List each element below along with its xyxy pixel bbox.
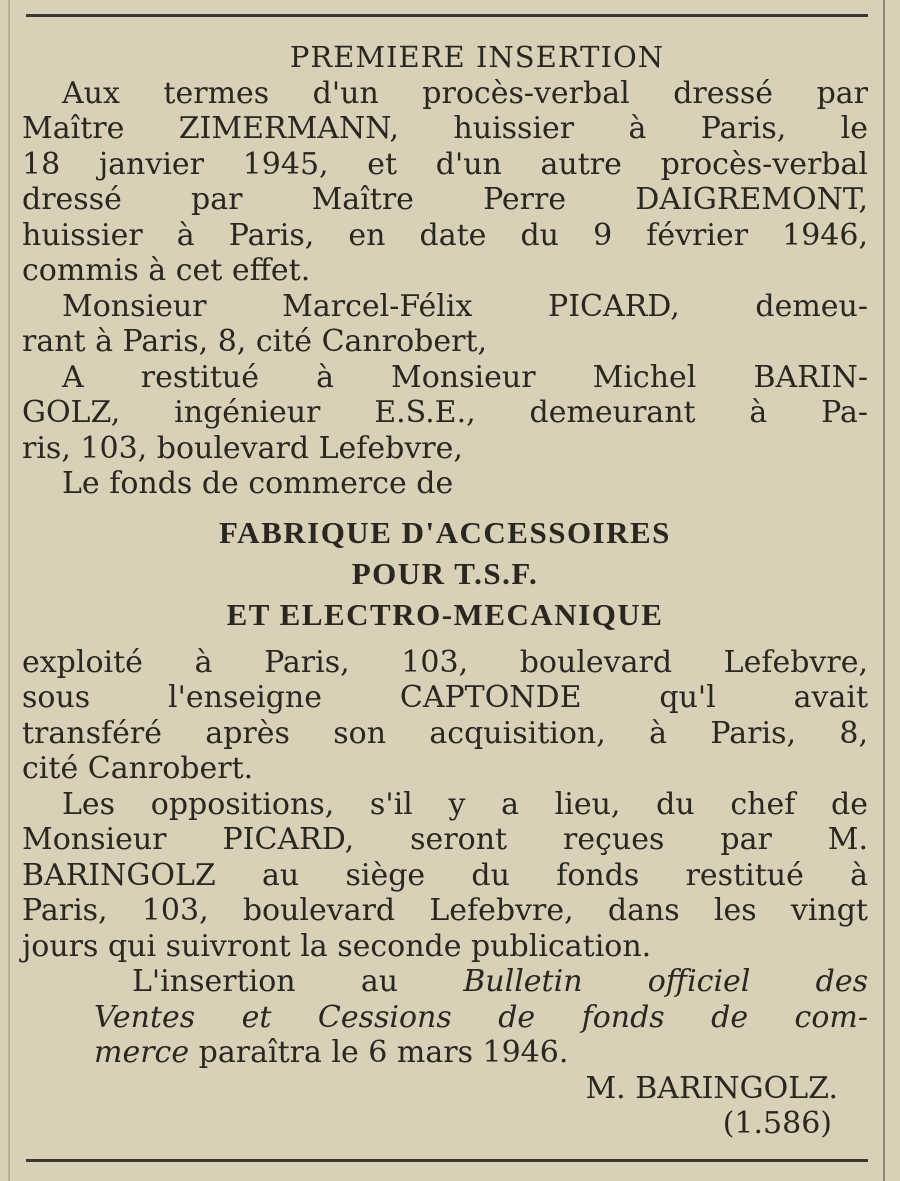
bulletin-title: Bulletin officiel des [463,964,868,999]
para6-line: BARINGOLZ au siège du fonds restitué à [22,857,868,893]
para7-line [22,1035,868,1071]
para5-line: sous l'enseigne CAPTONDE qu'l avait [22,680,868,715]
bulletin-title-end: merce [94,1035,190,1070]
para6-line: Les oppositions, s'il y a lieu, du chef de [62,786,868,822]
notice-heading: PREMIERE INSERTION [289,40,665,74]
para1-line: Aux termes d'un procès-verbal dressé par [62,75,868,111]
para5-line: exploité à Paris, 103, boulevard Lefebvre, [22,644,868,680]
para5-line: cité Canrobert. [22,751,254,786]
left-edge [8,0,10,1181]
para4-line: Le fonds de commerce de [62,466,454,501]
bottom-rule [26,1159,868,1162]
para1-line: huissier à Paris, en date du 9 février 1946, [22,217,868,253]
right-edge [883,0,885,1181]
business-title-line: ET ELECTRO-MECANIQUE [226,596,664,632]
publication-date-text: paraîtra le 6 mars 1946. [198,1035,569,1070]
para2-line: Monsieur Marcel-Félix PICARD, demeu- [62,288,868,324]
notice-body [22,40,868,1142]
signature: M. BARINGOLZ. [585,1070,838,1106]
para2-line: rant à Paris, 8, cité Canrobert, [22,324,488,359]
para6-line: jours qui suivront la seconde publication. [22,928,652,964]
para1-line: Maître ZIMERMANN, huissier à Paris, le [22,111,868,146]
para6-line: Paris, 103, boulevard Lefebvre, dans les vingt [22,893,868,928]
spacer [22,502,868,512]
para3-line: ris, 103, boulevard Lefebvre, [22,430,463,466]
para3-line: GOLZ, ingénieur E.S.E., demeurant à Pa- [22,395,868,430]
para3-line: A restitué à Monsieur Michel BARIN- [62,359,868,395]
insertion-text: L'insertion au [132,964,399,999]
para7-line [22,964,868,1000]
para1-line: dressé par Maître Perre DAIGREMONT, [22,182,868,217]
para6-line: Monsieur PICARD, seront reçues par M. [22,822,868,857]
para7-line: Ventes et Cessions de fonds de com- [94,999,868,1035]
top-rule [26,14,868,17]
para1-line: 18 janvier 1945, et d'un autre procès-verbal [22,146,868,182]
business-title-line: FABRIQUE D'ACCESSOIRES [219,514,671,550]
business-title-line: POUR T.S.F. [351,555,539,591]
spacer [22,635,868,645]
reference-number: (1.586) [722,1106,832,1141]
para1-line: commis à cet effet. [22,253,311,288]
para5-line: transféré après son acquisition, à Paris, 8, [22,715,868,751]
